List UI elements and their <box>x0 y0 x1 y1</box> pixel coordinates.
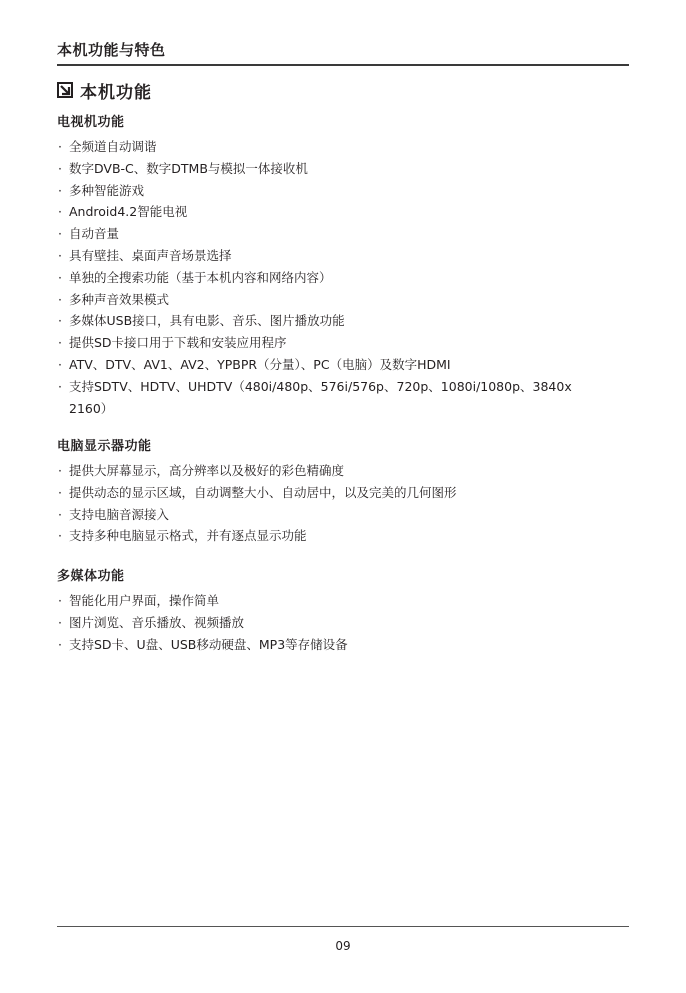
footer-rule <box>57 926 629 927</box>
feature-list <box>57 590 637 655</box>
list-item-text: 支持多种电脑显示格式，并有逐点显示功能 <box>69 528 307 544</box>
tv-features-group <box>57 114 637 419</box>
bullet-marker: · <box>58 160 62 176</box>
bullet-marker: · <box>58 291 62 307</box>
list-item-text: 支持电脑音源接入 <box>69 506 170 522</box>
list-item-text: 全频道自动调谐 <box>69 139 157 154</box>
list-item-text: 支持SDTV、HDTV、UHDTV（480i/480p、576i/576p、720p、1080i/1080p、3840x 2160） <box>69 378 572 416</box>
bullet-marker: · <box>58 614 62 630</box>
page-header-title: 本机功能与特色 <box>57 41 166 59</box>
bullet-marker: · <box>58 463 62 478</box>
bullet-marker: · <box>58 506 62 522</box>
bullet-marker: · <box>58 269 62 285</box>
list-item <box>57 634 637 656</box>
list-item <box>57 354 637 376</box>
list-item-text: 图片浏览、音乐播放、视频播放 <box>69 614 245 630</box>
list-item <box>57 590 637 612</box>
bullet-marker: · <box>58 247 62 263</box>
page-header <box>57 38 629 66</box>
list-item-text: ATV、DTV、AV1、AV2、YPBPR（分量）、PC（电脑）及数字HDMI <box>69 356 451 372</box>
list-item <box>57 460 637 482</box>
bullet-marker: · <box>58 378 62 394</box>
bullet-marker: · <box>58 636 62 652</box>
monitor-features-group <box>57 438 637 547</box>
feature-list <box>57 460 637 547</box>
bullet-marker: · <box>58 356 62 372</box>
page-number: 09 <box>335 939 351 953</box>
list-item <box>57 289 637 311</box>
list-item-text: 提供SD卡接口用于下载和安装应用程序 <box>69 335 287 351</box>
group-title: 电脑显示器功能 <box>57 439 152 454</box>
list-item-text: 自动音量 <box>69 226 120 242</box>
list-item-text: 智能化用户界面，操作简单 <box>69 593 220 608</box>
list-item-text: 多种智能游戏 <box>69 182 145 198</box>
list-item <box>57 504 637 526</box>
bullet-marker: · <box>58 593 62 608</box>
bullet-marker: · <box>58 182 62 198</box>
bullet-marker: · <box>58 139 62 154</box>
bullet-marker: · <box>58 226 62 242</box>
list-item <box>57 332 637 354</box>
list-item-text: 多媒体USB接口，具有电影、音乐、图片播放功能 <box>69 313 345 329</box>
list-item <box>57 525 637 547</box>
list-item <box>57 245 637 267</box>
list-item <box>57 223 637 245</box>
list-item-text: 支持SD卡、U盘、USB移动硬盘、MP3等存储设备 <box>69 636 348 652</box>
list-item <box>57 612 637 634</box>
section-title: 本机功能 <box>80 82 152 103</box>
bullet-marker: · <box>58 528 62 544</box>
list-item-text: 具有壁挂、桌面声音场景选择 <box>69 247 232 263</box>
feature-list <box>57 136 637 419</box>
list-item-text: 提供动态的显示区域，自动调整大小、自动居中，以及完美的几何图形 <box>69 484 457 500</box>
list-item <box>57 376 637 420</box>
section-heading <box>57 78 152 102</box>
list-item-text: 数字DVB-C、数字DTMB与模拟一体接收机 <box>69 160 308 176</box>
list-item <box>57 482 637 504</box>
bullet-marker: · <box>58 484 62 500</box>
list-item-text: 多种声音效果模式 <box>69 291 170 307</box>
bullet-marker: · <box>58 335 62 351</box>
list-item-text: 单独的全搜索功能（基于本机内容和网络内容） <box>69 269 332 285</box>
list-item-text: Android4.2智能电视 <box>69 204 188 220</box>
list-item <box>57 136 637 158</box>
list-item <box>57 267 637 289</box>
list-item <box>57 180 637 202</box>
list-item <box>57 201 637 223</box>
bullet-marker: · <box>58 313 62 329</box>
list-item <box>57 158 637 180</box>
multimedia-features-group <box>57 568 637 655</box>
group-title: 电视机功能 <box>57 115 125 130</box>
group-title: 多媒体功能 <box>57 569 125 584</box>
boxed-arrow-icon <box>57 82 73 98</box>
bullet-marker: · <box>58 204 62 220</box>
list-item <box>57 310 637 332</box>
list-item-text: 提供大屏幕显示，高分辨率以及极好的彩色精确度 <box>69 463 345 478</box>
